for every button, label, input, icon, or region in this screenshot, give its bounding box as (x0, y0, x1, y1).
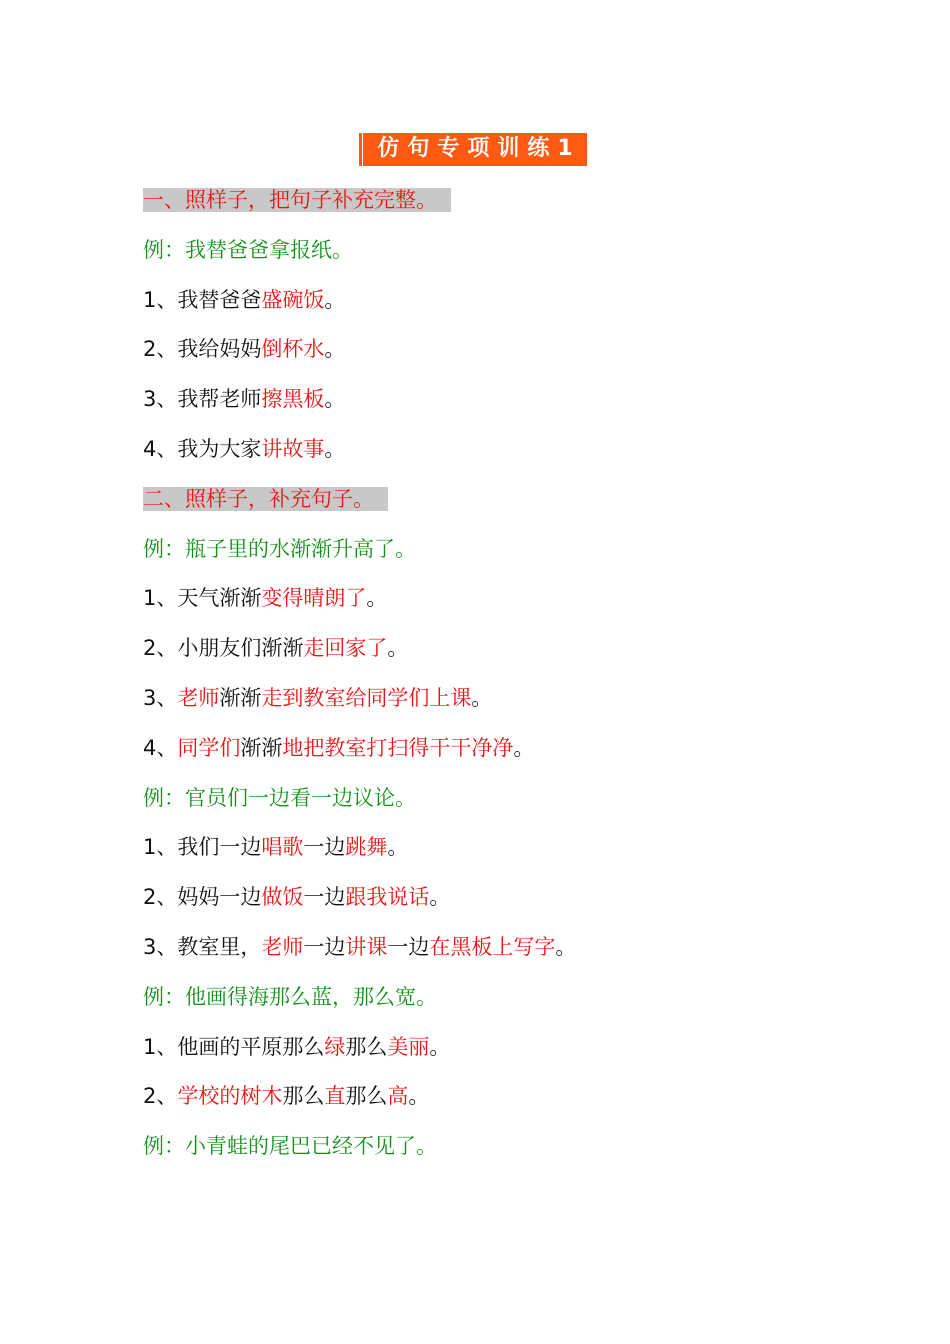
answer-text: 盛碗饭 (261, 287, 325, 312)
prompt-text: 2、 (143, 1084, 178, 1109)
answer-text: 跳舞 (345, 835, 388, 860)
answer-text: 地把教室打扫得干干净净 (282, 735, 514, 760)
prompt-text: 一边 (387, 935, 430, 959)
line-text (143, 1134, 437, 1158)
answer-text: 倒杯水 (261, 337, 325, 362)
line-text (143, 238, 353, 262)
exercise-item (143, 633, 408, 663)
line-text (143, 437, 345, 461)
prompt-text: 那么 (345, 1084, 388, 1109)
exercise-item (143, 434, 345, 464)
page-title: 仿句专项训练1 (363, 133, 586, 166)
prompt-text: 。 (408, 1084, 430, 1109)
prompt-text: 3、我帮老师 (143, 387, 262, 412)
line-text (143, 885, 450, 909)
prompt-text: 例：我替爸爸拿报纸。 (143, 237, 353, 262)
line-text (143, 288, 345, 312)
answer-text: 绿 (324, 1034, 346, 1059)
exercise-item (143, 334, 345, 364)
line-text (143, 387, 345, 411)
prompt-text: 1、他画的平原那么 (143, 1034, 325, 1059)
answer-text: 变得晴朗了 (261, 586, 367, 611)
example-sentence (143, 1131, 437, 1161)
line-text (143, 188, 451, 212)
prompt-text: 渐渐 (240, 735, 283, 760)
answer-text: 一、照样子，把句子补充完整。 (143, 188, 437, 212)
prompt-text: 。 (366, 586, 388, 611)
prompt-text: 。 (471, 686, 493, 710)
line-text (143, 537, 416, 561)
prompt-text: 。 (387, 835, 409, 860)
exercise-item (143, 683, 492, 713)
prompt-text: 一边 (303, 885, 346, 910)
line-text (143, 337, 345, 361)
prompt-text: 。 (324, 437, 346, 461)
exercise-item (143, 882, 450, 912)
prompt-text: 1、我替爸爸 (143, 287, 262, 312)
answer-text: 擦黑板 (261, 387, 325, 412)
exercise-item (143, 832, 408, 862)
prompt-text: 。 (429, 1034, 451, 1059)
answer-text: 讲故事 (261, 437, 325, 461)
prompt-text: 例：官员们一边看一边议论。 (143, 785, 416, 810)
answer-text: 走回家了 (303, 636, 388, 661)
prompt-text: 4、我为大家 (143, 437, 262, 461)
prompt-text: 例：他画得海那么蓝，那么宽。 (143, 984, 437, 1009)
example-sentence (143, 783, 416, 813)
prompt-text: 3、教室里， (143, 935, 262, 959)
answer-text: 直 (324, 1084, 346, 1109)
line-text (143, 736, 534, 760)
exercise-item (143, 1032, 450, 1062)
example-sentence (143, 235, 353, 265)
answer-text: 唱歌 (261, 835, 304, 860)
prompt-text: 。 (324, 337, 346, 362)
exercise-item (143, 733, 534, 763)
prompt-text: 3、 (143, 686, 178, 710)
prompt-text: 例：小青蛙的尾巴已经不见了。 (143, 1134, 437, 1159)
prompt-text: 一边 (303, 935, 346, 959)
answer-text: 走到教室给同学们上课 (261, 686, 472, 710)
prompt-text: 2、妈妈一边 (143, 885, 262, 910)
line-text (143, 786, 416, 810)
answer-text: 在黑板上写字 (429, 935, 556, 959)
example-sentence (143, 534, 416, 564)
prompt-text: 那么 (282, 1084, 325, 1109)
line-text (143, 586, 387, 610)
line-text (143, 835, 408, 859)
answer-text: 美丽 (387, 1034, 430, 1059)
line-text (143, 686, 492, 710)
line-text (143, 636, 408, 660)
prompt-text: 渐渐 (219, 686, 262, 710)
prompt-text: 。 (324, 287, 346, 312)
answer-text: 学校的树木 (177, 1084, 283, 1109)
prompt-text: 。 (324, 387, 346, 412)
prompt-text: 4、 (143, 735, 178, 760)
answer-text: 老师 (261, 935, 304, 959)
answer-text: 高 (387, 1084, 409, 1109)
prompt-text: 2、我给妈妈 (143, 337, 262, 362)
prompt-text: 1、天气渐渐 (143, 586, 262, 611)
exercise-item (143, 932, 576, 962)
exercise-item (143, 384, 345, 414)
prompt-text: 。 (429, 885, 451, 910)
prompt-text: 2、小朋友们渐渐 (143, 636, 304, 661)
title-wrap (0, 133, 950, 166)
answer-text: 跟我说话 (345, 885, 430, 910)
line-text (143, 1035, 450, 1059)
answer-text: 讲课 (345, 935, 388, 959)
line-text (143, 935, 576, 959)
exercise-item (143, 1081, 429, 1111)
exercise-item (143, 583, 387, 613)
line-text (143, 487, 388, 511)
answer-text: 做饭 (261, 885, 304, 910)
example-sentence (143, 982, 437, 1012)
prompt-text: 。 (513, 735, 535, 760)
line-text (143, 985, 437, 1009)
prompt-text: 。 (555, 935, 577, 959)
prompt-text: 。 (387, 636, 409, 661)
prompt-text: 例：瓶子里的水渐渐升高了。 (143, 536, 416, 561)
exercise-item (143, 285, 345, 315)
section-heading (143, 185, 451, 215)
line-text (143, 1084, 429, 1108)
answer-text: 同学们 (177, 735, 241, 760)
prompt-text: 1、我们一边 (143, 835, 262, 860)
section-heading (143, 484, 388, 514)
answer-text: 老师 (177, 686, 220, 710)
answer-text: 二、照样子，补充句子。 (143, 486, 374, 511)
prompt-text: 那么 (345, 1034, 388, 1059)
prompt-text: 一边 (303, 835, 346, 860)
